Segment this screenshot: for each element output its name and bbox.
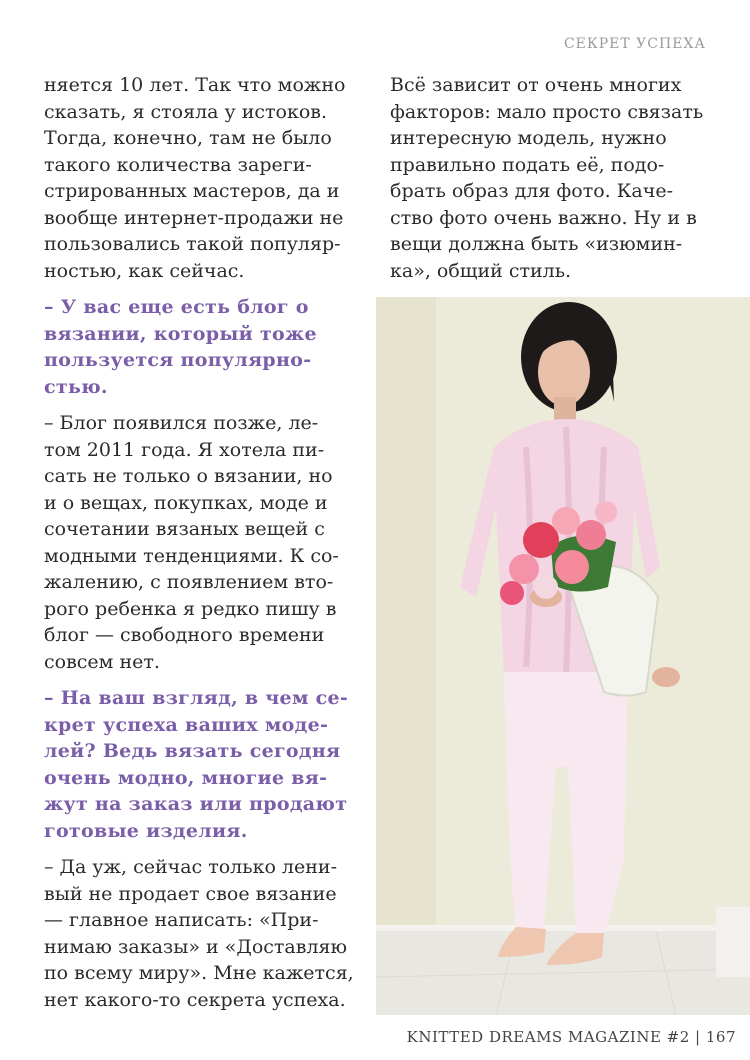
paragraph: – Блог появился позже, ле- том 2011 года. Я хотела пи- сать не только о вязании, но и о вещах, покупках, моде и сочетании вязаных вещей с модными тенденциями. К со- жалению, с появлением вто- рого ребенка я редко пишу в блог — свободного времени совсем нет. xyxy=(44,412,339,673)
photo-illustration xyxy=(376,297,750,1015)
running-head: СЕКРЕТ УСПЕХА xyxy=(563,36,706,52)
paragraph: няется 10 лет. Так что можно сказать, я стояла у истоков. Тогда, конечно, там не было такого количества зареги- стрированных мастеров, да и вообще интернет-продажи не пользовались такой популяр- ностью, как сейчас. xyxy=(44,74,346,282)
floor xyxy=(376,927,750,1015)
interview-question: – На ваш взгляд, в чем се- крет успеха ваших моде- лей? Ведь вязать сегодня очень модно, многие вя- жут на заказ или продают готовые изделия. xyxy=(44,687,349,842)
interview-question: – У вас еще есть блог о вязании, который тоже пользуется популярно- стью. xyxy=(44,296,317,398)
page-footer: KNITTED DREAMS MAGAZINE #2 | 167 xyxy=(406,1028,736,1046)
fashion-photo xyxy=(376,297,750,1015)
paragraph: Всё зависит от очень многих факторов: мало просто связать интересную модель, нужно правильно подать её, подо- брать образ для фото. Каче- ство фото очень важно. Ну и в вещи должна быть «изюмин- ка», общий стиль. xyxy=(390,74,704,282)
left-column xyxy=(44,72,356,1023)
right-column xyxy=(390,72,712,294)
paragraph: – Да уж, сейчас только лени- вый не продает свое вязание — главное написать: «При- нимаю заказы» и «Доставляю по всему миру». Мне кажется, нет какого-то секрета успеха. xyxy=(44,856,354,1011)
